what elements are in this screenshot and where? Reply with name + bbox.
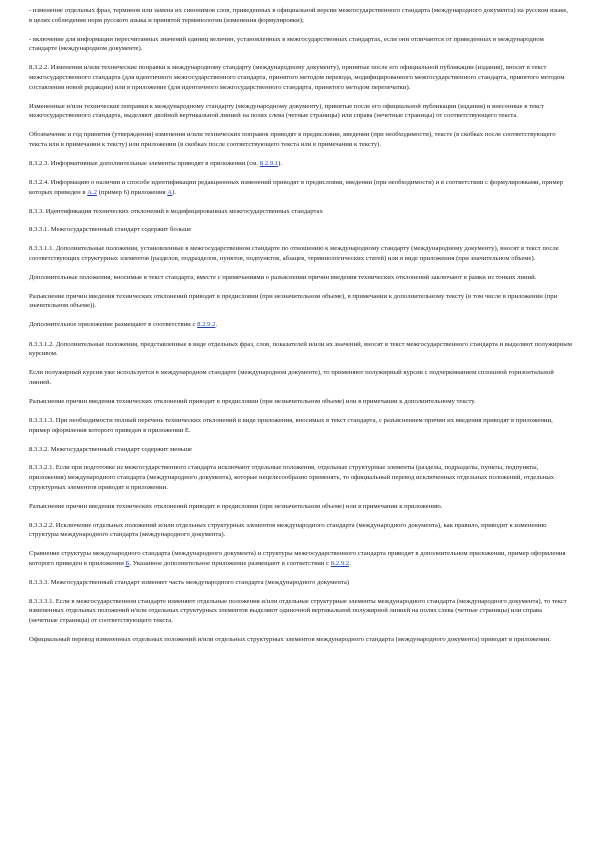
paragraph [29, 159, 572, 169]
section-heading: 8.3.3.2. Межгосударственный стандарт содержит меньше [29, 445, 192, 453]
paragraph: Дополнительные положения, вносимые в текст стандарта, вместе с примечаниями о разъяснении причин введения технических отклонений заключают в рамки из тонких линий. [29, 273, 537, 281]
section-heading: 8.3.3.1. Межгосударственный стандарт содержит больше [29, 226, 192, 234]
paragraph [29, 549, 572, 568]
paragraph-text: (пример 6) приложения [97, 188, 168, 196]
paragraph [29, 320, 572, 330]
section-heading: 8.3.3.3. Межгосударственный стандарт изменяет часть международного стандарта (международного документа) [29, 579, 350, 587]
paragraph: Разъяснение причин введения технических отклонений приводят в предисловии (при незначительном объеме), в примечании к дополнительному тексту (в том числе в приложении (при значительном объеме)). [29, 292, 558, 310]
paragraph [29, 178, 572, 197]
reference-link[interactable]: Б [125, 559, 130, 567]
paragraph: 8.3.3.1.3. При необходимости полный перечень технических отклонений в виде приложения, вносимых в текст стандарта, с разъяснением причин их введения приводят в приложении, пример оформления которого приведен в приложении Е. [29, 417, 553, 434]
paragraph: 8.3.3.1.2. Дополнительные положения, представленные в виде отдельных фраз, слов, показателей и/или их значений, вносят в текст межгосударственного стандарта и выделяют полужирным курсивом. [29, 340, 572, 358]
reference-link[interactable]: 8.2.9.1 [259, 160, 279, 168]
paragraph: - изменение отдельных фраз, терминов или замена их синонимов слов, приведенных в официальной версии межгосударственного стандарта (международного документа) на русском языке, в целях соблюдения норм русского языка и принятой терминологии (изменения формулировки); [29, 7, 568, 24]
paragraph: 8.3.3.3.1. Если в межгосударственном стандарте изменяют отдельные положения и/или отдельные структурные элементы международного стандарта (международного документа), то текст измененных отдельных положений и/или отдельных структурных элементов выделяют одиночной вертикальной полужирной линией на полях слева (четные страницы) или справа (нечетные страницы) от соответствующего текста. [29, 597, 567, 624]
paragraph-text: . [215, 321, 218, 329]
paragraph: 8.3.3.1.1. Дополнительные положения, установленные в межгосударственном стандарте по отношению к международному стандарту (международному документу), вносят в текст после соответствующих структурных элементов (разделов, подразделов, пунктов, подпунктов, абзацев, терминологических статей) или в виде приложения (при значительном объеме). [29, 245, 559, 262]
paragraph-text: . [349, 559, 351, 567]
paragraph: Официальный перевод измененных отдельных положений и/или отдельных структурных элементов международного стандарта (международного документа) приводят в приложении. [29, 635, 551, 643]
paragraph: Измененные и/или технические поправки к международному стандарту (международному документу), принятые после его официальной публикации (издания) и внесенные в текст межгосударственного стандарта, выделяют двойной вертикальной линией на полях слева (четные страницы) или справа (нечетные страницы) от соответствующего текста. [29, 102, 544, 120]
paragraph: Разъяснение причин введения технических отклонений приводят в предисловии (при незначительном объеме) или в примечании к дополнительному тексту. [29, 397, 476, 405]
paragraph: - включение для информации пересчитанных значений единиц величин, установленных в межгосударственных стандартах, если они отличаются от приведенных в международном стандарте (международном документе). [29, 35, 544, 53]
paragraph-text: 8.3.2.4. Информацию о наличии и способе идентификации редакционных изменений приводят в предисловии, введении (при необходимости) и в соответствии с формулировками, пример которых приведен в [29, 179, 564, 196]
reference-link[interactable]: А [167, 188, 173, 196]
paragraph-text: Сравнение структуры международного стандарта (международного документа) и структуры межгосударственного стандарта приводят в дополнительном приложении, пример оформления которого приведен в приложении [29, 550, 566, 567]
paragraph: 8.3.3.2.2. Исключение отдельных положений и/или отдельных структурных элементов международного стандарта (международного документа), как правило, приводит к изменению структуры международного стандарта (международного документа). [29, 521, 547, 539]
reference-link[interactable]: 8.2.9.2 [330, 559, 350, 567]
paragraph: 8.3.3.2.1. Если при подготовке из межгосударственного стандарта исключают отдельные положения, отдельные структурные элементы (разделы, подразделы, пункты, подпункты, приложения) международного стандарта (международного документа), которые нецелесообразно применять, то официальный перевод исключенных отдельных положений, отдельных структурных элементов приводят в приложении. [29, 464, 555, 491]
paragraph-text: ). [278, 160, 283, 168]
paragraph-text: Дополнительное приложение размещают в соответствии с [29, 321, 198, 329]
paragraph-text: 8.3.2.3. Информативные дополнительные элементы приводят в приложении (см. [29, 160, 260, 168]
section-heading: 8.3.3. Идентификация технических отклонений в модифицированных межгосударственных стандартах [29, 207, 323, 215]
paragraph: Разъяснение причин введения технических отклонений приводят в предисловии (при незначительном объеме) или в примечании к приложению. [29, 502, 443, 510]
paragraph: Обозначение и год принятия (утверждения) изменения и/или технических поправок приводят в предисловии, введении (при необходимости), тексте (в скобках после соответствующего текста или в примечании к тексту) или приложении (в скобках после соответствующего текста или в примечании к тексту). [29, 131, 556, 148]
reference-link[interactable]: А.2 [87, 188, 98, 196]
paragraph: 8.3.2.2. Изменения и/или технические поправки к международному стандарту (международному документу), принятые после его официальной публикации (издания), вносят в текст межгосударственного стандарта (для идентичного межгосударственного стандарта, принятого методом перевода, модифицированного межгосударственного стандарта, принятого методом составления новой редакции) или в приложение (для идентичного межгосударственного стандарта, принятого методом перепечатки). [29, 64, 565, 91]
reference-link[interactable]: 8.2.9.2 [197, 321, 216, 329]
paragraph-text: . Указанное дополнительное приложение размещают в соответствии с [129, 559, 331, 567]
paragraph: Если полужирный курсив уже используется в международном стандарте (международном документе), то применяют полужирный курсив с подчеркиванием сплошной горизонтальной линией. [29, 369, 554, 386]
paragraph-text: ). [172, 188, 177, 196]
